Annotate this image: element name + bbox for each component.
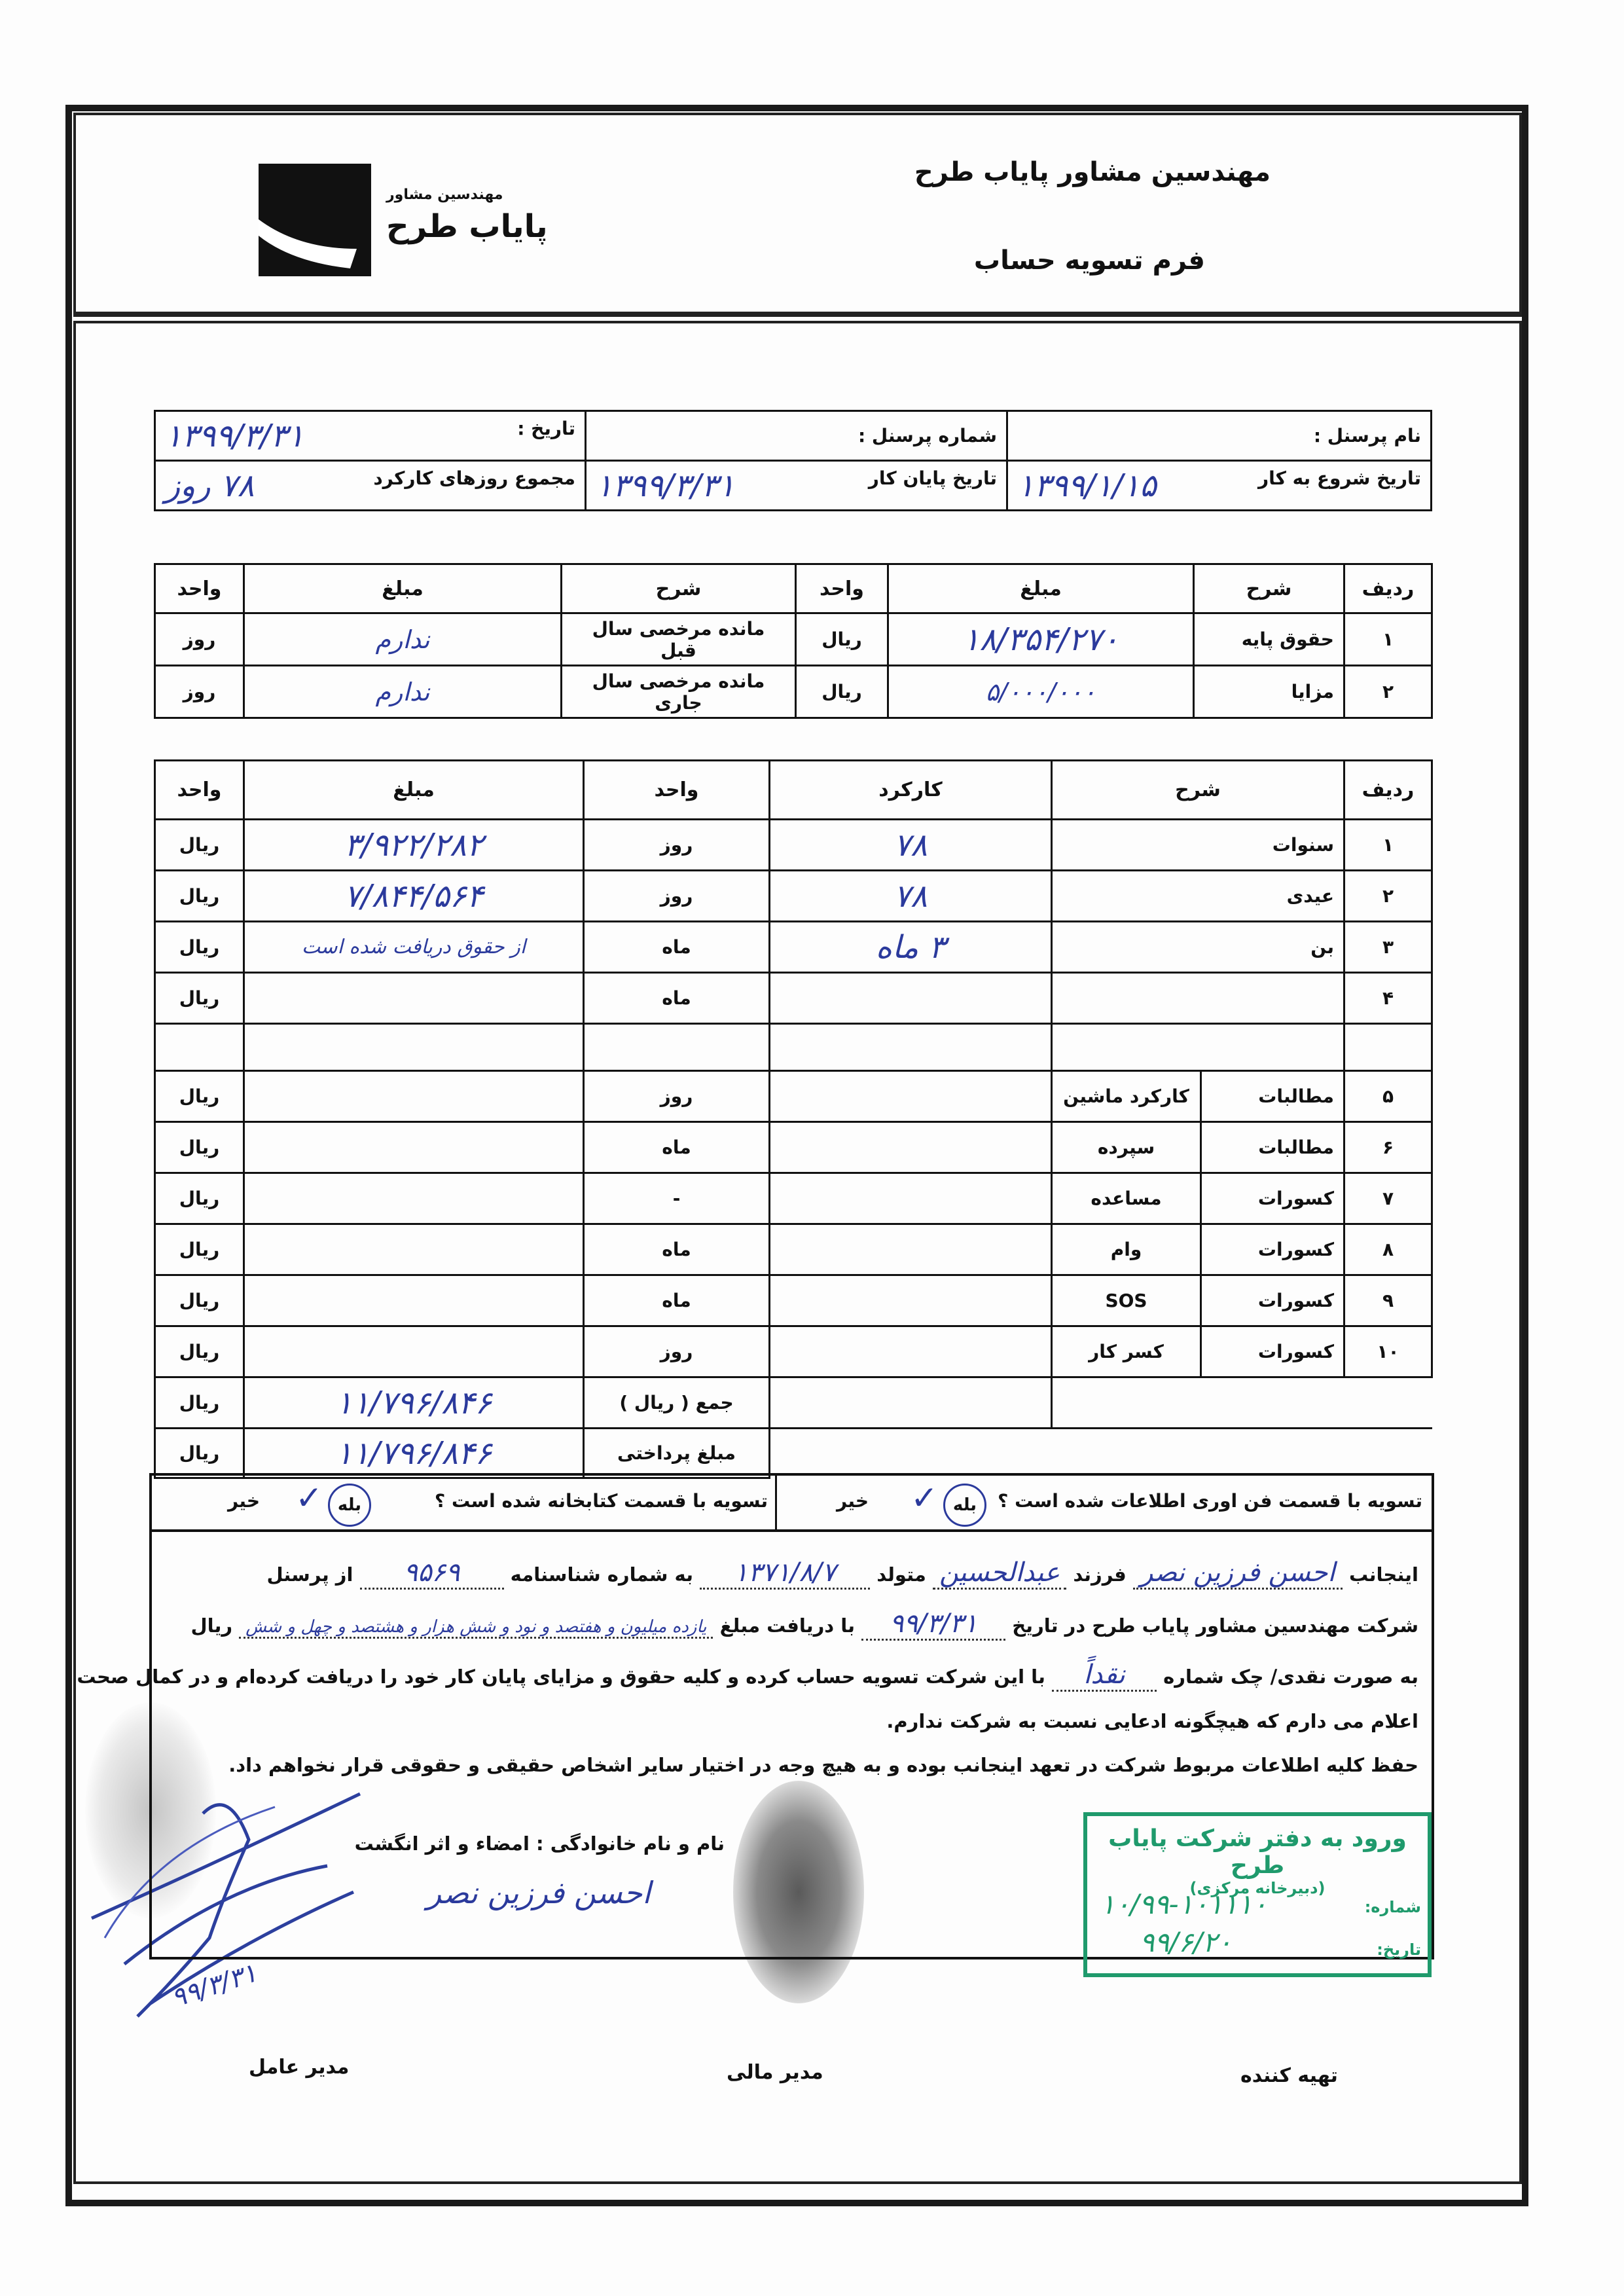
row-amount [244,973,584,1024]
end-date-label: تاریخ پایان کار [868,467,997,489]
row-amount [244,1122,584,1173]
row-unit: ماه [584,1275,770,1326]
empty-cell [770,1024,1052,1071]
table-row [155,613,1432,666]
row-number: ۲ [1344,666,1432,718]
row-number: ۱ [1344,613,1432,666]
col-header: شرح [1194,564,1344,613]
father-field [933,1558,1066,1590]
end-date-value: ۱۳۹۹/۳/۳۱ [596,467,735,504]
row-amount: از حقوق دریافت شده است [244,922,584,973]
personnel-number-cell [586,411,1007,461]
total-value: ۱۱/۷۹۶/۸۴۶ [244,1377,584,1429]
dob-field [700,1558,870,1590]
row-desc: مطالبات [1201,1122,1344,1173]
text: با این شرکت تسویه حساب کرده و کلیه حقوق و مزایای پایان کار خود را دریافت کرده‌ام و در کمال صحت [77,1666,1045,1688]
row-sub: سپرده [1052,1122,1201,1173]
table-row [155,1122,1432,1173]
row-unit2: ریال [155,820,244,871]
col-header: واحد [155,564,244,613]
row-amount [244,1173,584,1224]
company-name: مهندسین مشاور پایاب طرح [914,157,1271,187]
row-unit: - [584,1173,770,1224]
declaration-line-1 [267,1558,1418,1590]
declaration-line-4: اعلام می دارم که هیچگونه ادعایی نسبت به شرکت ندارم. [886,1710,1418,1732]
row-unit2: ریال [155,1275,244,1326]
col-header: ردیف [1344,564,1432,613]
row-no: ۱۰ [1344,1326,1432,1377]
it-check-mark: ✓ [911,1479,939,1517]
declaration-line-2 [190,1609,1418,1641]
row-desc: حقوق پایه [1194,613,1344,666]
paid-value: ۱۱/۷۹۶/۸۴۶ [244,1429,584,1478]
row-desc2: مانده مرخصی سال قبل [562,613,796,666]
signature-date: ۹۹/۳/۳۱ [168,1958,261,2014]
amount-words-value: یازده میلیون و هفتصد و نود و شش هزار و هشتصد و چهل و شش [245,1617,707,1637]
empty-cell [770,1429,1432,1478]
row-desc2: مانده مرخصی سال جاری [562,666,796,718]
col-header: شرح [562,564,796,613]
text: با دریافت مبلغ [719,1614,856,1637]
row-amount [244,1224,584,1275]
end-date-cell [586,461,1007,511]
row-work [770,1122,1052,1173]
row-amount2: ندارم [244,613,562,666]
row-unit: ریال [796,613,888,666]
row-desc: کسورات [1201,1224,1344,1275]
total-unit: ریال [155,1377,244,1429]
amount-words-field [239,1614,713,1639]
text: اینجانب [1348,1563,1418,1586]
stamp-date-label: تاریخ: [1377,1941,1421,1959]
row-unit: ماه [584,973,770,1024]
dob-value: ۱۳۷۱/۸/۷ [734,1558,837,1588]
col-header: واحد [155,761,244,820]
total-row [155,1377,1432,1429]
row-desc: کسورات [1201,1173,1344,1224]
stamp-number-value: ۱۰/۹۹-۱۰۱۱۱۰ [1100,1888,1267,1920]
col-header: مبلغ [244,761,584,820]
row-work [770,1275,1052,1326]
stamp-date-value: ۹۹/۶/۲۰ [1140,1926,1233,1958]
table-row [155,1173,1432,1224]
row-sub: مساعده [1052,1173,1201,1224]
row-unit: روز [584,1071,770,1122]
empty-cell [1052,1024,1344,1071]
date-cell [155,411,586,461]
row-desc: سنوات [1052,820,1344,871]
row-unit: ماه [584,1122,770,1173]
row-unit2: روز [155,666,244,718]
text: به شماره شناسنامه [510,1563,694,1586]
library-check-mark: ✓ [295,1479,324,1517]
row-no: ۴ [1344,973,1432,1024]
work-days-label: مجموع روزهای کارکرد [373,467,575,489]
library-no-option[interactable]: خیر [227,1490,260,1512]
col-header: واحد [584,761,770,820]
table-row [155,1224,1432,1275]
check-field [1052,1660,1157,1692]
logo-line2: پایاب طرح [386,208,548,245]
row-unit2: ریال [155,1173,244,1224]
row-no: ۶ [1344,1122,1432,1173]
row-work [770,1071,1052,1122]
row-work: ۳ ماه [770,922,1052,973]
row-unit2: ریال [155,973,244,1024]
row-no: ۳ [1344,922,1432,973]
row-desc: عیدی [1052,871,1344,922]
table-row [155,666,1432,718]
row-unit2: ریال [155,871,244,922]
row-no: ۵ [1344,1071,1432,1122]
row-desc: کسورات [1201,1326,1344,1377]
preparer-label: تهیه کننده [1240,2064,1338,2087]
row-desc: مطالبات [1201,1071,1344,1122]
row-desc: کسورات [1201,1275,1344,1326]
text: ریال [190,1614,233,1637]
row-unit2: ریال [155,1071,244,1122]
start-date-label: تاریخ شروع به کار [1258,467,1421,489]
logo-line1: مهندسین مشاور [386,187,503,203]
row-sub: وام [1052,1224,1201,1275]
row-unit: ماه [584,922,770,973]
row-amount: ۱۸/۳۵۴/۲۷۰ [888,613,1194,666]
date-field [861,1609,1005,1641]
row-sub: کارکرد ماشین [1052,1071,1201,1122]
row-unit2: ریال [155,1224,244,1275]
signature-name: احسن فرزین نصر [427,1875,651,1910]
signature-label: نام و نام خانوادگی : امضاء و اثر انگشت [354,1832,725,1855]
text: فرزند [1073,1563,1127,1586]
row-work [770,1224,1052,1275]
id-field [360,1558,504,1590]
table-row [155,1326,1432,1377]
stamp-subtitle: (دبیرخانه مرکزی) [1189,1879,1326,1897]
row-amount [244,1071,584,1122]
empty-cell [584,1024,770,1071]
empty-cell [770,1377,1052,1429]
col-header: کارکرد [770,761,1052,820]
date-label: تاریخ : [517,417,575,439]
row-unit2: ریال [155,1326,244,1377]
row-work [770,973,1052,1024]
stamp-number-label: شماره: [1364,1898,1421,1916]
text: به صورت نقدی/ چک شماره [1163,1666,1418,1688]
it-question: تسویه با قسمت فن اوری اطلاعات شده است ؟ [998,1490,1422,1512]
items-table [154,759,1433,1479]
registry-stamp [1083,1812,1432,1977]
library-question: تسویه با قسمت کتابخانه شده است ؟ [435,1490,768,1512]
row-desc: مزایا [1194,666,1344,718]
row-unit: روز [584,871,770,922]
salary-table [154,563,1433,719]
row-work: ۷۸ [770,871,1052,922]
row-no: ۲ [1344,871,1432,922]
row-amount: ۵/۰۰۰/۰۰۰ [888,666,1194,718]
date-value: ۹۹/۳/۳۱ [889,1609,978,1639]
row-no: ۹ [1344,1275,1432,1326]
it-settlement [775,1476,1432,1529]
row-unit2: روز [155,613,244,666]
row-unit2: ریال [155,922,244,973]
work-days-cell [155,461,586,511]
row-unit: روز [584,820,770,871]
personnel-number-label: شماره پرسنل : [857,425,997,446]
name-field [1133,1558,1343,1590]
row-no: ۷ [1344,1173,1432,1224]
row-unit: ریال [796,666,888,718]
col-header: واحد [796,564,888,613]
paid-unit: ریال [155,1429,244,1478]
father-value: عبدالحسین [939,1558,1060,1588]
personnel-table [154,410,1432,511]
row-work [770,1326,1052,1377]
row-no: ۱ [1344,820,1432,871]
settlement-row [152,1476,1432,1532]
declaration-line-3 [77,1660,1418,1692]
empty-cell [1052,1377,1432,1429]
col-header: مبلغ [888,564,1194,613]
empty-cell [244,1024,584,1071]
finance-manager-label: مدیر مالی [727,2061,823,2084]
col-header: مبلغ [244,564,562,613]
start-date-cell [1007,461,1432,511]
row-unit: روز [584,1326,770,1377]
stamp-title: ورود به دفتر شرکت پایاب طرح [1108,1825,1407,1879]
date-value: ۱۳۹۹/۳/۳۱ [165,417,304,454]
row-desc [1052,973,1344,1024]
row-work [770,1173,1052,1224]
form-title: فرم تسویه حساب [973,246,1205,276]
table-row [155,871,1432,922]
table-row [155,922,1432,973]
check-value: نقداً [1083,1660,1125,1690]
table-row [155,820,1432,871]
text: از پرسنل [266,1563,353,1586]
table-row [155,1275,1432,1326]
row-desc: بن [1052,922,1344,973]
row-sub: کسر کار [1052,1326,1201,1377]
empty-cell [155,1024,244,1071]
row-sub: SOS [1052,1275,1201,1326]
table-row [155,973,1432,1024]
id-value: ۹۵۶۹ [403,1558,460,1588]
work-days-value: ۷۸ روز [165,467,255,504]
library-yes-option[interactable]: بله [328,1484,371,1527]
it-yes-option[interactable]: بله [943,1484,986,1527]
row-unit2: ریال [155,1122,244,1173]
personnel-name-label: نام پرسنل : [1313,425,1421,446]
row-amount: ۳/۹۲۲/۲۸۲ [244,820,584,871]
total-label: جمع ( ریال ) [584,1377,770,1429]
row-amount2: ندارم [244,666,562,718]
table-row [155,1071,1432,1122]
empty-cell [1344,1024,1432,1071]
ceo-label: مدیر عامل [249,2056,350,2079]
logo-mark [259,164,371,276]
declaration-line-5: حفظ کلیه اطلاعات مربوط شرکت در تعهد اینجانب بوده و به هیچ وجه در اختیار سایر اشخاص حقیقی و حقوقی قرار نخواهم داد. [228,1754,1418,1776]
paid-row [155,1429,1432,1478]
start-date-value: ۱۳۹۹/۱/۱۵ [1017,467,1157,504]
paid-label: مبلغ پرداختی [584,1429,770,1478]
personnel-name-cell [1007,411,1432,461]
row-amount: ۷/۸۴۴/۵۶۴ [244,871,584,922]
blank-row [155,1024,1432,1071]
col-header: شرح [1052,761,1344,820]
row-no: ۸ [1344,1224,1432,1275]
text: شرکت مهندسین مشاور پایاب طرح در تاریخ [1012,1614,1418,1637]
col-header: ردیف [1344,761,1432,820]
row-amount [244,1326,584,1377]
name-value: احسن فرزین نصر [1140,1558,1335,1588]
row-unit: ماه [584,1224,770,1275]
row-work: ۷۸ [770,820,1052,871]
row-amount [244,1275,584,1326]
text: متولد [876,1563,926,1586]
it-no-option[interactable]: خیر [836,1490,869,1512]
